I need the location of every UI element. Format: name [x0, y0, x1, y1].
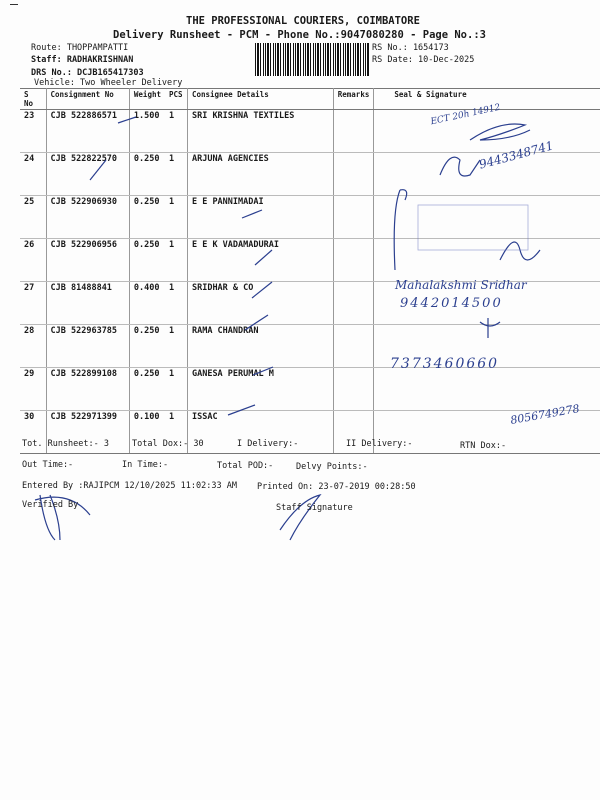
handwritten-name: Mahalakshmi Sridhar	[395, 278, 527, 292]
cell-sno: 27	[20, 282, 46, 325]
i-delivery: I Delivery:-	[237, 439, 299, 449]
total-pod: Total POD:-	[217, 461, 274, 471]
handwritten-phone-4: 8056749278	[509, 402, 581, 427]
handwritten-phone-2: 9442014500	[400, 296, 503, 311]
cell-sno: 28	[20, 325, 46, 368]
cell-consignment: CJB 522963785	[46, 325, 129, 368]
cell-consignment: CJB 522899108	[46, 368, 129, 411]
out-time: Out Time:-	[22, 460, 74, 470]
rs-date: RS Date: 10-Dec-2025	[372, 55, 475, 65]
cell-consignment: CJB 522971399	[46, 411, 129, 454]
cell-weight: 0.250	[129, 196, 165, 239]
cell-pcs: 1	[165, 325, 187, 368]
delvy-points: Delvy Points:-	[296, 462, 368, 472]
handwritten-phone-3: 7373460660	[390, 356, 500, 372]
cell-consignee: RAMA CHANDRAN	[187, 325, 333, 368]
cell-consignee: GANESA PERUMAL M	[187, 368, 333, 411]
cell-consignment: CJB 522906930	[46, 196, 129, 239]
cell-consignee: SRIDHAR & CO	[187, 282, 333, 325]
runsheet-subtitle: Delivery Runsheet - PCM - Phone No.:9047080280 - Page No.:3	[113, 29, 486, 41]
cell-pcs: 1	[165, 368, 187, 411]
tot-runsheet: Tot. Runsheet:- 3	[22, 439, 109, 449]
col-consignee: Consignee Details	[187, 89, 333, 110]
staff: Staff: RADHAKRISHNAN	[31, 55, 134, 65]
ii-delivery: II Delivery:-	[346, 439, 413, 449]
cell-sno: 26	[20, 239, 46, 282]
drs-number: DRS No.: DCJB165417303	[31, 68, 144, 78]
cell-consignment: CJB 522822570	[46, 153, 129, 196]
cell-consignee: E E K VADAMADURAI	[187, 239, 333, 282]
cell-pcs: 1	[165, 110, 187, 153]
entered-by: Entered By :RAJIPCM 12/10/2025 11:02:33 AM	[22, 481, 237, 491]
cell-pcs: 1	[165, 282, 187, 325]
cell-consignee: ISSAC	[187, 411, 333, 454]
col-weight: Weight	[129, 89, 165, 110]
verified-by: Verified By	[22, 500, 79, 510]
printed-on: Printed On: 23-07-2019 00:28:50	[257, 482, 416, 492]
col-sno: S No	[20, 89, 46, 110]
cell-consignee: SRI KRISHNA TEXTILES	[187, 110, 333, 153]
company-title: THE PROFESSIONAL COURIERS, COIMBATORE	[186, 15, 420, 27]
rs-number: RS No.: 1654173	[372, 43, 449, 53]
col-seal: Seal & Signature	[374, 89, 600, 110]
cell-weight: 0.400	[129, 282, 165, 325]
runsheet-page: THE PROFESSIONAL COURIERS, COIMBATORE Delivery Runsheet - PCM - Phone No.:9047080280 - Page No.:3 Route: THOPPAMPATTI Staff: RADHAKRISHNAN DRS No.: DCJB165417303 Vehicle: Two Wheeler Delivery RS No.: 1654173 RS Date: 10-Dec-2025 S No Consignment No Weight PCS Consignee Details Remarks Seal & Signature 23 CJB 522886571 1.500 1 SRI KRISHNA TEXTILES 24 CJB 522822570 0.250 1 ARJUNA AGENCIES 25 CJB 522906930 0.250 1 E E PANNIMADAI 26 CJB 522906956 0.250 1 E E K VADAMADURAI 27 CJB 81488841 0.400 1 SRIDHAR & CO 28 CJB 522963785 0.250 1 RAMA CHANDRAN 29 CJB 522899108 0.250 1 GANESA PERUMAL M 30 CJB 522971399 0.100 1 ISSAC ECT 20h 14912 9443348741 Mahalakshmi Sridhar 9442014500 7373460660 8056749278 Tot. Runsheet:- 3 Total Dox:- 30 I Delivery:- II Delivery:- RTN Dox:- Out Time:- In Time:- Total POD:- Delvy Points:- Entered By :RAJIPCM 12/10/2025 11:02:33 AM Printed On: 23-07-2019 00:28:50 Verified By Staff Signature	[0, 0, 600, 800]
cell-weight: 1.500	[129, 110, 165, 153]
cell-pcs: 1	[165, 153, 187, 196]
cell-sno: 24	[20, 153, 46, 196]
in-time: In Time:-	[122, 460, 169, 470]
cell-pcs: 1	[165, 411, 187, 454]
cell-weight: 0.250	[129, 153, 165, 196]
cell-consignment: CJB 522906956	[46, 239, 129, 282]
route: Route: THOPPAMPATTI	[31, 43, 129, 53]
vehicle: Vehicle: Two Wheeler Delivery	[34, 78, 183, 88]
total-dox: Total Dox:- 30	[132, 439, 204, 449]
staff-signature: Staff Signature	[276, 503, 353, 513]
col-consignment: Consignment No	[46, 89, 129, 110]
col-pcs: PCS	[165, 89, 187, 110]
col-remarks: Remarks	[333, 89, 374, 110]
cell-sno: 23	[20, 110, 46, 153]
cell-sno: 25	[20, 196, 46, 239]
cell-weight: 0.250	[129, 325, 165, 368]
rtn-dox: RTN Dox:-	[460, 441, 507, 451]
cell-consignee: E E PANNIMADAI	[187, 196, 333, 239]
cell-sno: 29	[20, 368, 46, 411]
cell-weight: 0.250	[129, 239, 165, 282]
handwritten-phone-1: 9443348741	[477, 138, 555, 172]
cell-pcs: 1	[165, 239, 187, 282]
cell-consignment: CJB 81488841	[46, 282, 129, 325]
cell-consignment: CJB 522886571	[46, 110, 129, 153]
cell-weight: 0.100	[129, 411, 165, 454]
cell-sno: 30	[20, 411, 46, 454]
cell-pcs: 1	[165, 196, 187, 239]
cell-consignee: ARJUNA AGENCIES	[187, 153, 333, 196]
cell-weight: 0.250	[129, 368, 165, 411]
